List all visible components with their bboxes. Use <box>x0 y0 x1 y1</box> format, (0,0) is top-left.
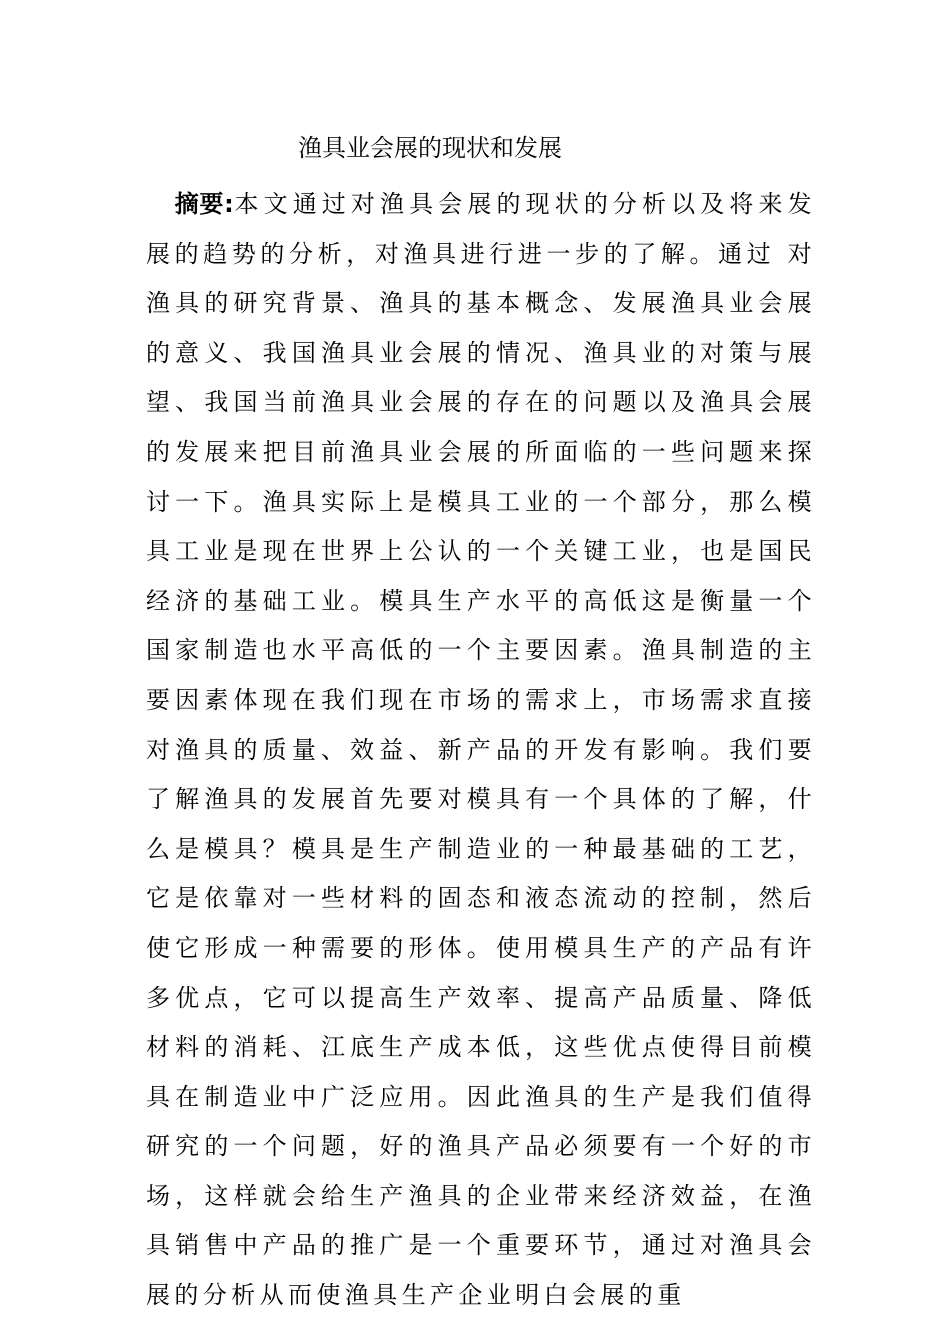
abstract-label: 摘要: <box>174 190 234 218</box>
document-title: 渔具业会展的现状和发展 <box>298 134 562 162</box>
abstract-text: 本文通过对渔具会展的现状的分析以及将来发展的趋势的分析，对渔具进行进一步的了解。通过 对渔具的研究背景、渔具的基本概念、发展渔具业会展的意义、我国渔具业会展的情况、渔具业的对策与展望、我国当前渔具业会展的存在的问题以及渔具会展的发展来把目前渔具业会展的所面临的一些问题来探讨一下。渔具实际上是模具工业的一个部分，那么模具工业是现在世界上公认的一个关键工业，也是国民经济的基础工业。模具生产水平的高低这是衡量一个国家制造也水平高低的一个主要因素。渔具制造的主要因素体现在我们现在市场的需求上，市场需求直接对渔具的质量、效益、新产品的开发有影响。我们要了解渔具的发展首先要对模具有一个具体的了解，什么是模具？模具是生产制造业的一种最基础的工艺，它是依靠对一些材料的固态和液态流动的控制，然后使它形成一种需要的形体。使用模具生产的产品有许多优点，它可以提高生产效率、提高产品质量、降低材料的消耗、江底生产成本低，这些优点使得目前模具在制造业中广泛应用。因此渔具的生产是我们值得研究的一个问题，好的渔具产品必须要有一个好的市场，这样就会给生产渔具的企业带来经济效益，在渔具销售中产品的推广是一个重要环节，通过对渔具会展的分析从而使渔具生产企业明白会展的重 <box>146 190 817 1310</box>
abstract-paragraph <box>146 180 816 1321</box>
